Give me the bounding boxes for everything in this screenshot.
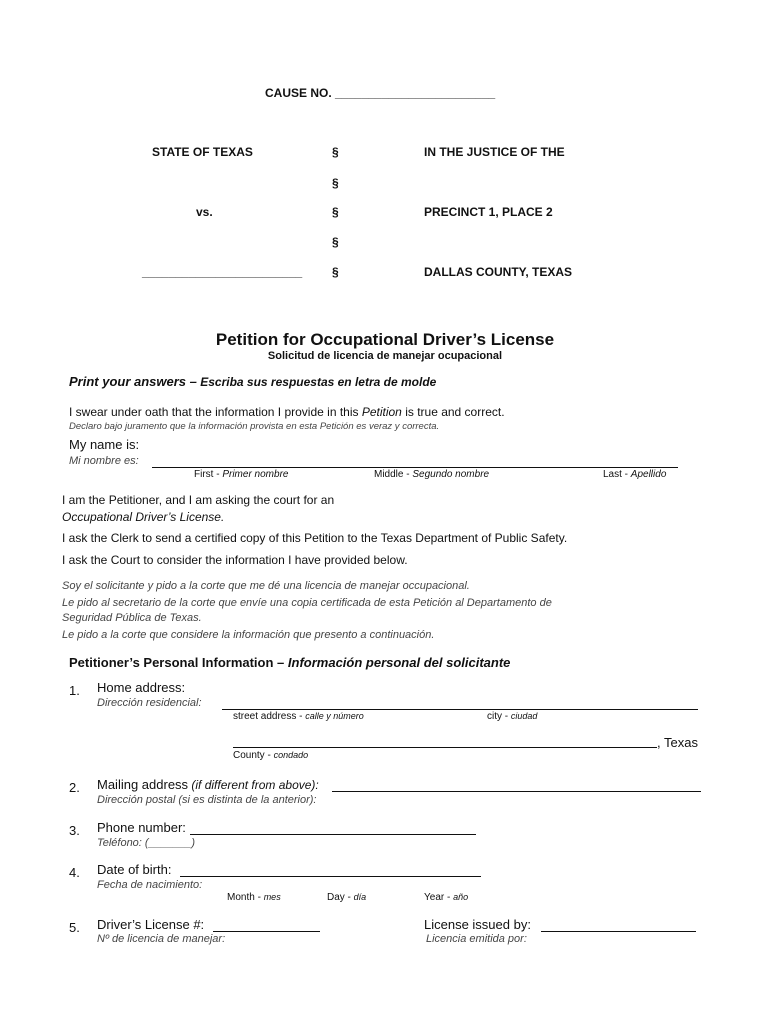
drivers-license-field[interactable] — [213, 931, 320, 932]
phone-field[interactable] — [190, 834, 476, 835]
court-line-1: IN THE JUSTICE OF THE — [424, 145, 565, 159]
section-symbol: § — [332, 265, 339, 279]
name-label-es: Mi nombre es: — [69, 455, 139, 467]
document-subtitle: Solicitud de licencia de manejar ocupacional — [267, 350, 503, 362]
home-address-label: Home address: — [97, 680, 186, 695]
versus-label: vs. — [196, 205, 213, 219]
dob-label-es: Fecha de nacimiento: — [97, 879, 203, 891]
document-title: Petition for Occupational Driver’s License — [215, 330, 555, 349]
day-caption: Day - día — [327, 892, 367, 903]
clerk-statement-es-cont: Seguridad Pública de Texas. — [62, 612, 202, 624]
drivers-license-label: Driver’s License #: — [97, 917, 205, 932]
drivers-license-label-es: Nº de licencia de manejar: — [97, 933, 226, 945]
section-symbol: § — [332, 235, 339, 249]
middle-name-caption: Middle - Segundo nombre — [374, 469, 490, 480]
item-number: 5. — [69, 920, 80, 935]
item-number: 3. — [69, 823, 80, 838]
home-address-label-es: Dirección residencial: — [97, 697, 202, 709]
phone-label-es: Teléfono: (_______) — [97, 837, 196, 849]
party-blank: ________________________ — [142, 265, 303, 279]
clerk-statement: I ask the Clerk to send a certified copy of this Petition to the Texas Department of Public Safety. — [62, 531, 568, 545]
name-label: My name is: — [69, 437, 140, 452]
license-issued-label-es: Licencia emitida por: — [426, 933, 527, 945]
license-issued-field[interactable] — [541, 931, 696, 932]
petitioner-statement-es: Soy el solicitante y pido a la corte que me dé una licencia de manejar occupacional. — [62, 580, 470, 592]
license-issued-label: License issued by: — [424, 917, 531, 932]
section-symbol: § — [332, 205, 339, 219]
item-number: 4. — [69, 865, 80, 880]
oath-statement: I swear under oath that the information I provide in this Petition is true and correct. — [69, 405, 505, 419]
section-symbol: § — [332, 176, 339, 190]
county-field[interactable] — [233, 747, 657, 748]
street-caption: street address - calle y número — [233, 711, 364, 722]
city-caption: city - ciudad — [487, 711, 538, 722]
texas-suffix: , Texas — [657, 735, 698, 750]
dob-field[interactable] — [180, 876, 481, 877]
item-number: 2. — [69, 780, 80, 795]
petitioner-statement: I am the Petitioner, and I am asking the court for an — [62, 493, 335, 507]
court-line-2: PRECINCT 1, PLACE 2 — [424, 205, 553, 219]
state-of-texas: STATE OF TEXAS — [152, 145, 253, 159]
dob-label: Date of birth: — [97, 862, 172, 877]
year-caption: Year - año — [424, 892, 469, 903]
personal-info-heading: Petitioner’s Personal Information – Información personal del solicitante — [69, 655, 511, 670]
oath-statement-es: Declaro bajo juramento que la información provista en esta Petición es veraz y correcta. — [69, 421, 440, 432]
court-statement-es: Le pido a la corte que considere la información que presento a continuación. — [62, 629, 435, 641]
phone-label: Phone number: — [97, 820, 186, 835]
county-caption: County - condado — [233, 750, 309, 761]
first-name-caption: First - Primer nombre — [194, 469, 289, 480]
cause-number: CAUSE NO. ________________________ — [265, 86, 496, 100]
mailing-address-field[interactable] — [332, 791, 701, 792]
name-field[interactable] — [152, 467, 678, 468]
mailing-address-label: Mailing address (if different from above): — [97, 777, 319, 792]
section-symbol: § — [332, 145, 339, 159]
petitioner-statement-cont: Occupational Driver’s License. — [62, 510, 225, 524]
print-instruction: Print your answers – Escriba sus respuestas en letra de molde — [69, 374, 437, 389]
court-line-3: DALLAS COUNTY, TEXAS — [424, 265, 573, 279]
month-caption: Month - mes — [227, 892, 281, 903]
court-statement: I ask the Court to consider the information I have provided below. — [62, 553, 408, 567]
item-number: 1. — [69, 683, 80, 698]
mailing-address-label-es: Dirección postal (si es distinta de la anterior): — [97, 794, 317, 806]
last-name-caption: Last - Apellido — [603, 469, 667, 480]
home-address-field[interactable] — [222, 709, 698, 710]
clerk-statement-es: Le pido al secretario de la corte que envíe una copia certificada de esta Petición al Departamento de — [62, 597, 552, 609]
